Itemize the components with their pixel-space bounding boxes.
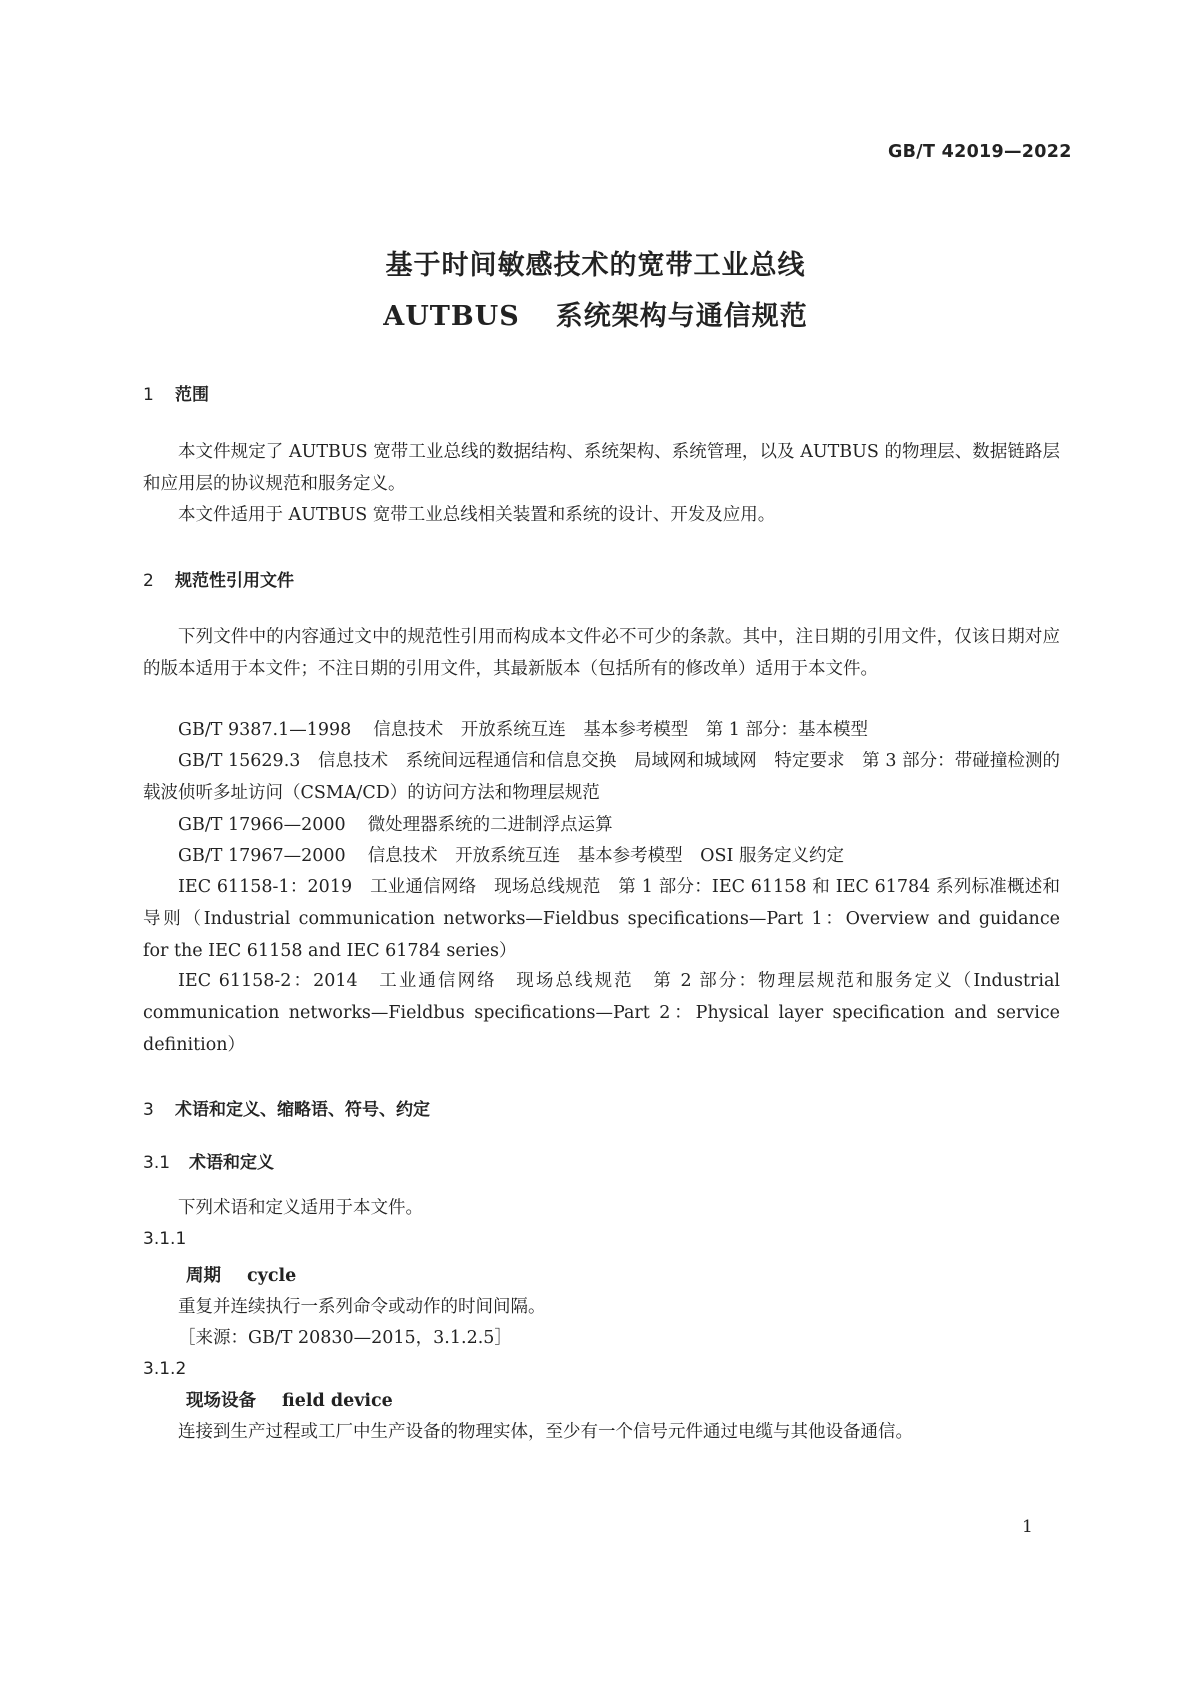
term-source: ［来源：GB/T 20830—2015，3.1.2.5］ <box>178 1328 512 1348</box>
terms-intro: 下列术语和定义适用于本文件。 <box>178 1198 423 1218</box>
reference-code: IEC 61158-2：2014 <box>178 971 358 991</box>
reference-code: GB/T 17966—2000 <box>178 815 346 835</box>
reference-item <box>143 871 1060 967</box>
term-chinese: 周期 <box>186 1266 221 1286</box>
reference-item <box>178 811 613 836</box>
section-number: 2 <box>143 571 154 591</box>
term-english: cycle <box>247 1266 297 1286</box>
section-2-heading <box>143 566 294 591</box>
title-acronym: AUTBUS <box>383 301 520 332</box>
section-title: 术语和定义、缩略语、符号、约定 <box>175 1100 430 1120</box>
term-heading <box>186 1387 393 1412</box>
document-title-line1: 基于时间敏感技术的宽带工业总线 <box>385 250 806 281</box>
section-title: 规范性引用文件 <box>175 571 294 591</box>
section-number: 3 <box>143 1100 154 1120</box>
section-number: 1 <box>143 385 154 405</box>
subsection-number: 3.1 <box>143 1153 171 1173</box>
page-number: 1 <box>1022 1517 1033 1537</box>
subsection-title: 术语和定义 <box>189 1153 274 1173</box>
reference-title: 工业通信网络 现场总线规范 第 2 部分：物理层规范和服务定义（Industrial communication networks—Fieldbus specifications—Part 2：Physical layer specification and service definition） <box>143 971 1061 1055</box>
section-3-heading <box>143 1095 430 1120</box>
term-definition: 连接到生产过程或工厂中生产设备的物理实体，至少有一个信号元件通过电缆与其他设备通信。 <box>178 1422 913 1442</box>
reference-item <box>143 965 1060 1061</box>
document-title-line2 <box>0 294 1191 333</box>
reference-code: GB/T 15629.3 <box>178 751 301 771</box>
reference-code: IEC 61158-1：2019 <box>178 877 353 897</box>
reference-code: GB/T 17967—2000 <box>178 846 346 866</box>
scope-paragraph-2: 本文件适用于 AUTBUS 宽带工业总线相关装置和系统的设计、开发及应用。 <box>178 505 776 525</box>
section-title: 范围 <box>175 385 209 405</box>
term-definition: 重复并连续执行一系列命令或动作的时间间隔。 <box>178 1297 546 1317</box>
scope-paragraph-1: 本文件规定了 AUTBUS 宽带工业总线的数据结构、系统架构、系统管理，以及 AUTBUS 的物理层、数据链路层和应用层的协议规范和服务定义。 <box>143 442 1060 494</box>
title-subtitle: 系统架构与通信规范 <box>555 301 808 332</box>
term-number: 3.1.2 <box>143 1359 187 1379</box>
subsection-3-1-heading <box>143 1148 274 1173</box>
section-1-heading <box>143 380 209 405</box>
references-intro: 下列文件中的内容通过文中的规范性引用而构成本文件必不可少的条款。其中，注日期的引用文件，仅该日期对应的版本适用于本文件；不注日期的引用文件，其最新版本（包括所有的修改单）适用于本文件。 <box>143 627 1060 679</box>
reference-item <box>143 745 1060 809</box>
reference-title: 信息技术 系统间远程通信和信息交换 局域网和城域网 特定要求 第 3 部分：带碰撞检测的载波侦听多址访问（CSMA/CD）的访问方法和物理层规范 <box>143 751 1061 803</box>
reference-title: 工业通信网络 现场总线规范 第 1 部分：IEC 61158 和 IEC 61784 系列标准概述和导则（Industrial communication networks—Fieldbus specifications—Part 1：Overview and guidance for the IEC 61158 and IEC 61784 series） <box>143 877 1060 961</box>
reference-item <box>178 716 868 741</box>
term-chinese: 现场设备 <box>186 1391 256 1411</box>
term-number: 3.1.1 <box>143 1229 187 1249</box>
term-heading <box>186 1262 296 1287</box>
term-english: field device <box>282 1391 393 1411</box>
reference-item <box>178 842 844 867</box>
reference-title: 信息技术 开放系统互连 基本参考模型 第 1 部分：基本模型 <box>373 720 869 740</box>
reference-code: GB/T 9387.1—1998 <box>178 720 352 740</box>
standard-number: GB/T 42019—2022 <box>888 142 1072 162</box>
reference-title: 微处理器系统的二进制浮点运算 <box>367 815 613 835</box>
reference-title: 信息技术 开放系统互连 基本参考模型 OSI 服务定义约定 <box>367 846 844 866</box>
